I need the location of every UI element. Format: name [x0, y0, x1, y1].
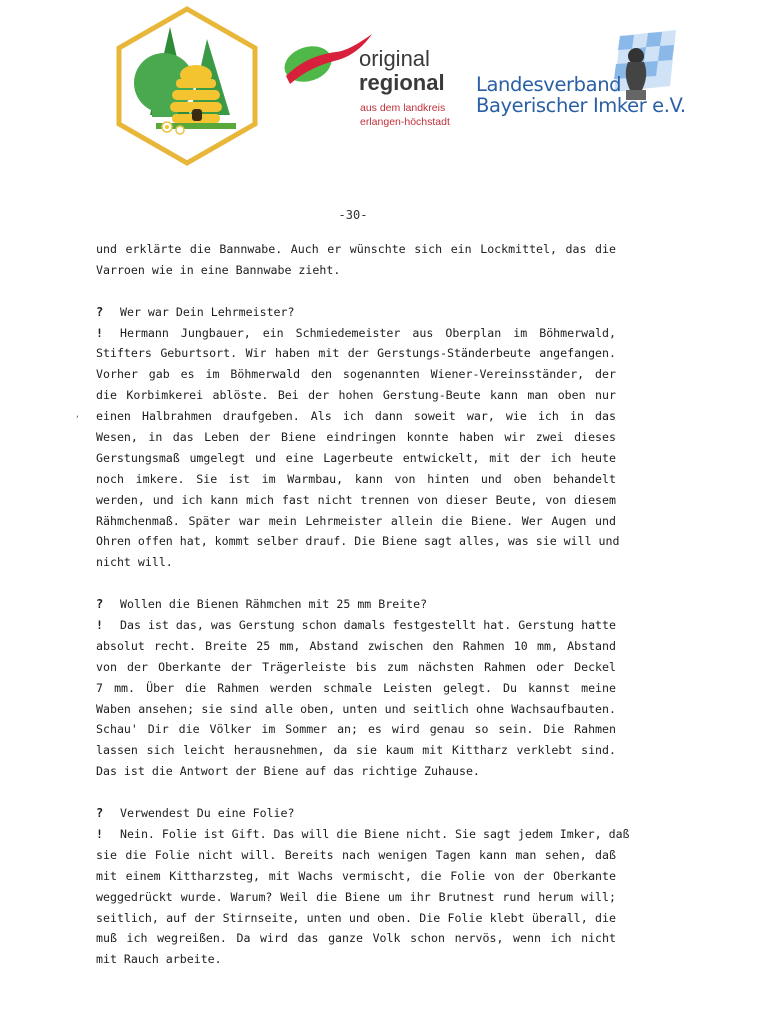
text-line: weggedrückt wurde. Warum? Weil die Biene um ihr Brutnest rund herum will; [96, 889, 616, 904]
qa-block-1 [96, 302, 620, 574]
text-line: werden, und ich kann mich fast nicht trennen von dieser Beute, von diesem [96, 492, 616, 507]
answer-line [96, 615, 616, 636]
text-line: Varroen wie in eine Bannwabe zieht. [96, 262, 341, 277]
exclamation-mark-icon: ! [96, 826, 103, 841]
text-line: Stifters Geburtsort. Wir haben mit der Gerstungs-Ständerbeute angefangen. [96, 346, 616, 361]
text-line: Gerstungsmaß umgelegt und eine Lagerbeute entwickelt, mit der ich heute [96, 450, 616, 465]
text-line: Waben ansehen; sie sind alle oben, unten und seitlich ohne Wachsaufbauten. [96, 701, 616, 716]
text-line: Das ist die Antwort der Biene auf das richtige Zuhause. [96, 764, 480, 779]
text-line: Vorher gab es im Böhmerwald den sogenannten Wiener-Vereinsständer, der [96, 367, 616, 382]
original-regional-logo [280, 28, 470, 148]
text-line: muß ich wegreißen. Da wird das ganze Volk schon nervös, wenn ich nicht [96, 931, 616, 946]
answer-text: Das ist das, was Gerstung schon damals festgestellt hat. Gerstung hatte [120, 618, 616, 633]
page-number: -30- [338, 208, 368, 222]
qa-block-3 [96, 803, 630, 970]
question-mark-icon: ? [96, 597, 104, 612]
text-line: noch imkere. Sie ist im Warmbau, kann von hinten und oben behandelt [96, 471, 616, 486]
text-line: 7 mm. Über die Rahmen werden schmale Leisten gelegt. Du kannst meine [96, 680, 616, 695]
text-line: Wesen, in das Leben der Biene eindringen konnte haben wir zwei dieses [96, 430, 616, 445]
text-line: mit einem Kittharzsteg, mit Wachs vermischt, die Folie von der Oberkante [96, 868, 616, 883]
logo-word-original: original [359, 46, 430, 71]
logo-line-2: Bayerischer Imker e.V. [476, 94, 686, 117]
text-line: von der Oberkante der Trägerleiste bis zum nächsten Rahmen oder Deckel [96, 659, 616, 674]
question-line [96, 803, 616, 824]
stray-mark: ‘ [76, 415, 79, 425]
text-line: und erklärte die Bannwabe. Auch er wünschte sich ein Lockmittel, das die [96, 242, 616, 256]
text-line: Ohren offen hat, kommt selber drauf. Die Biene sagt alles, was sie will und [96, 534, 620, 549]
text-line: einen Halbrahmen draufgeben. Als ich dann soweit war, wie ich in das [96, 409, 616, 424]
question-mark-icon: ? [96, 806, 104, 821]
question-line [96, 594, 616, 615]
logo-subtitle-1: aus dem landkreis [360, 102, 446, 114]
question-mark-icon: ? [96, 304, 104, 319]
flower-icon-2 [176, 126, 184, 134]
answer-text: Hermann Jungbauer, ein Schmiedemeister aus Oberplan im Böhmerwald, [120, 325, 616, 340]
question-line [96, 302, 616, 323]
landesverband-logo [470, 30, 686, 130]
logo-line-1: Landesverband [476, 73, 622, 96]
intro-paragraph [96, 239, 616, 281]
qa-block-2 [96, 594, 616, 782]
question-text: Verwendest Du eine Folie? [120, 806, 295, 821]
exclamation-mark-icon: ! [96, 618, 103, 633]
text-line: Rähmchenmaß. Später war mein Lehrmeister allein die Biene. Wer Augen und [96, 513, 616, 528]
text-line: mit Rauch arbeite. [96, 952, 222, 967]
text-line: nicht will. [96, 555, 173, 570]
text-line: Schau' Dir die Völker im Sommer an; es wird genau so sein. Die Rahmen [96, 722, 616, 737]
answer-line [96, 824, 630, 845]
text-line: sie die Folie nicht will. Bereits nach wenigen Tagen kann man sehen, daß [96, 847, 616, 862]
answer-line [96, 323, 616, 344]
question-text: Wollen die Bienen Rähmchen mit 25 mm Breite? [120, 597, 428, 612]
bee-hive-logo [112, 5, 262, 167]
document-body [96, 239, 630, 970]
question-text: Wer war Dein Lehrmeister? [120, 304, 295, 319]
text-line: lassen sich leicht herausnehmen, da sie kaum mit Kittharz verklebt sind. [96, 743, 616, 758]
text-line: die Korbimkerei ablöste. Bei der hohen Gerstung-Beute kann man oben nur [96, 388, 616, 403]
logo-word-regional: regional [359, 70, 445, 95]
answer-text: Nein. Folie ist Gift. Das will die Biene nicht. Sie sagt jedem Imker, daß [120, 826, 630, 841]
text-line: absolut recht. Breite 25 mm, Abstand zwischen den Rahmen 10 mm, Abstand [96, 638, 616, 653]
header-logos [0, 0, 768, 175]
exclamation-mark-icon: ! [96, 325, 103, 340]
text-line: seitlich, auf der Stirnseite, unten und oben. Die Folie klebt überall, die [96, 910, 616, 925]
logo-subtitle-2: erlangen-höchstadt [360, 116, 450, 128]
